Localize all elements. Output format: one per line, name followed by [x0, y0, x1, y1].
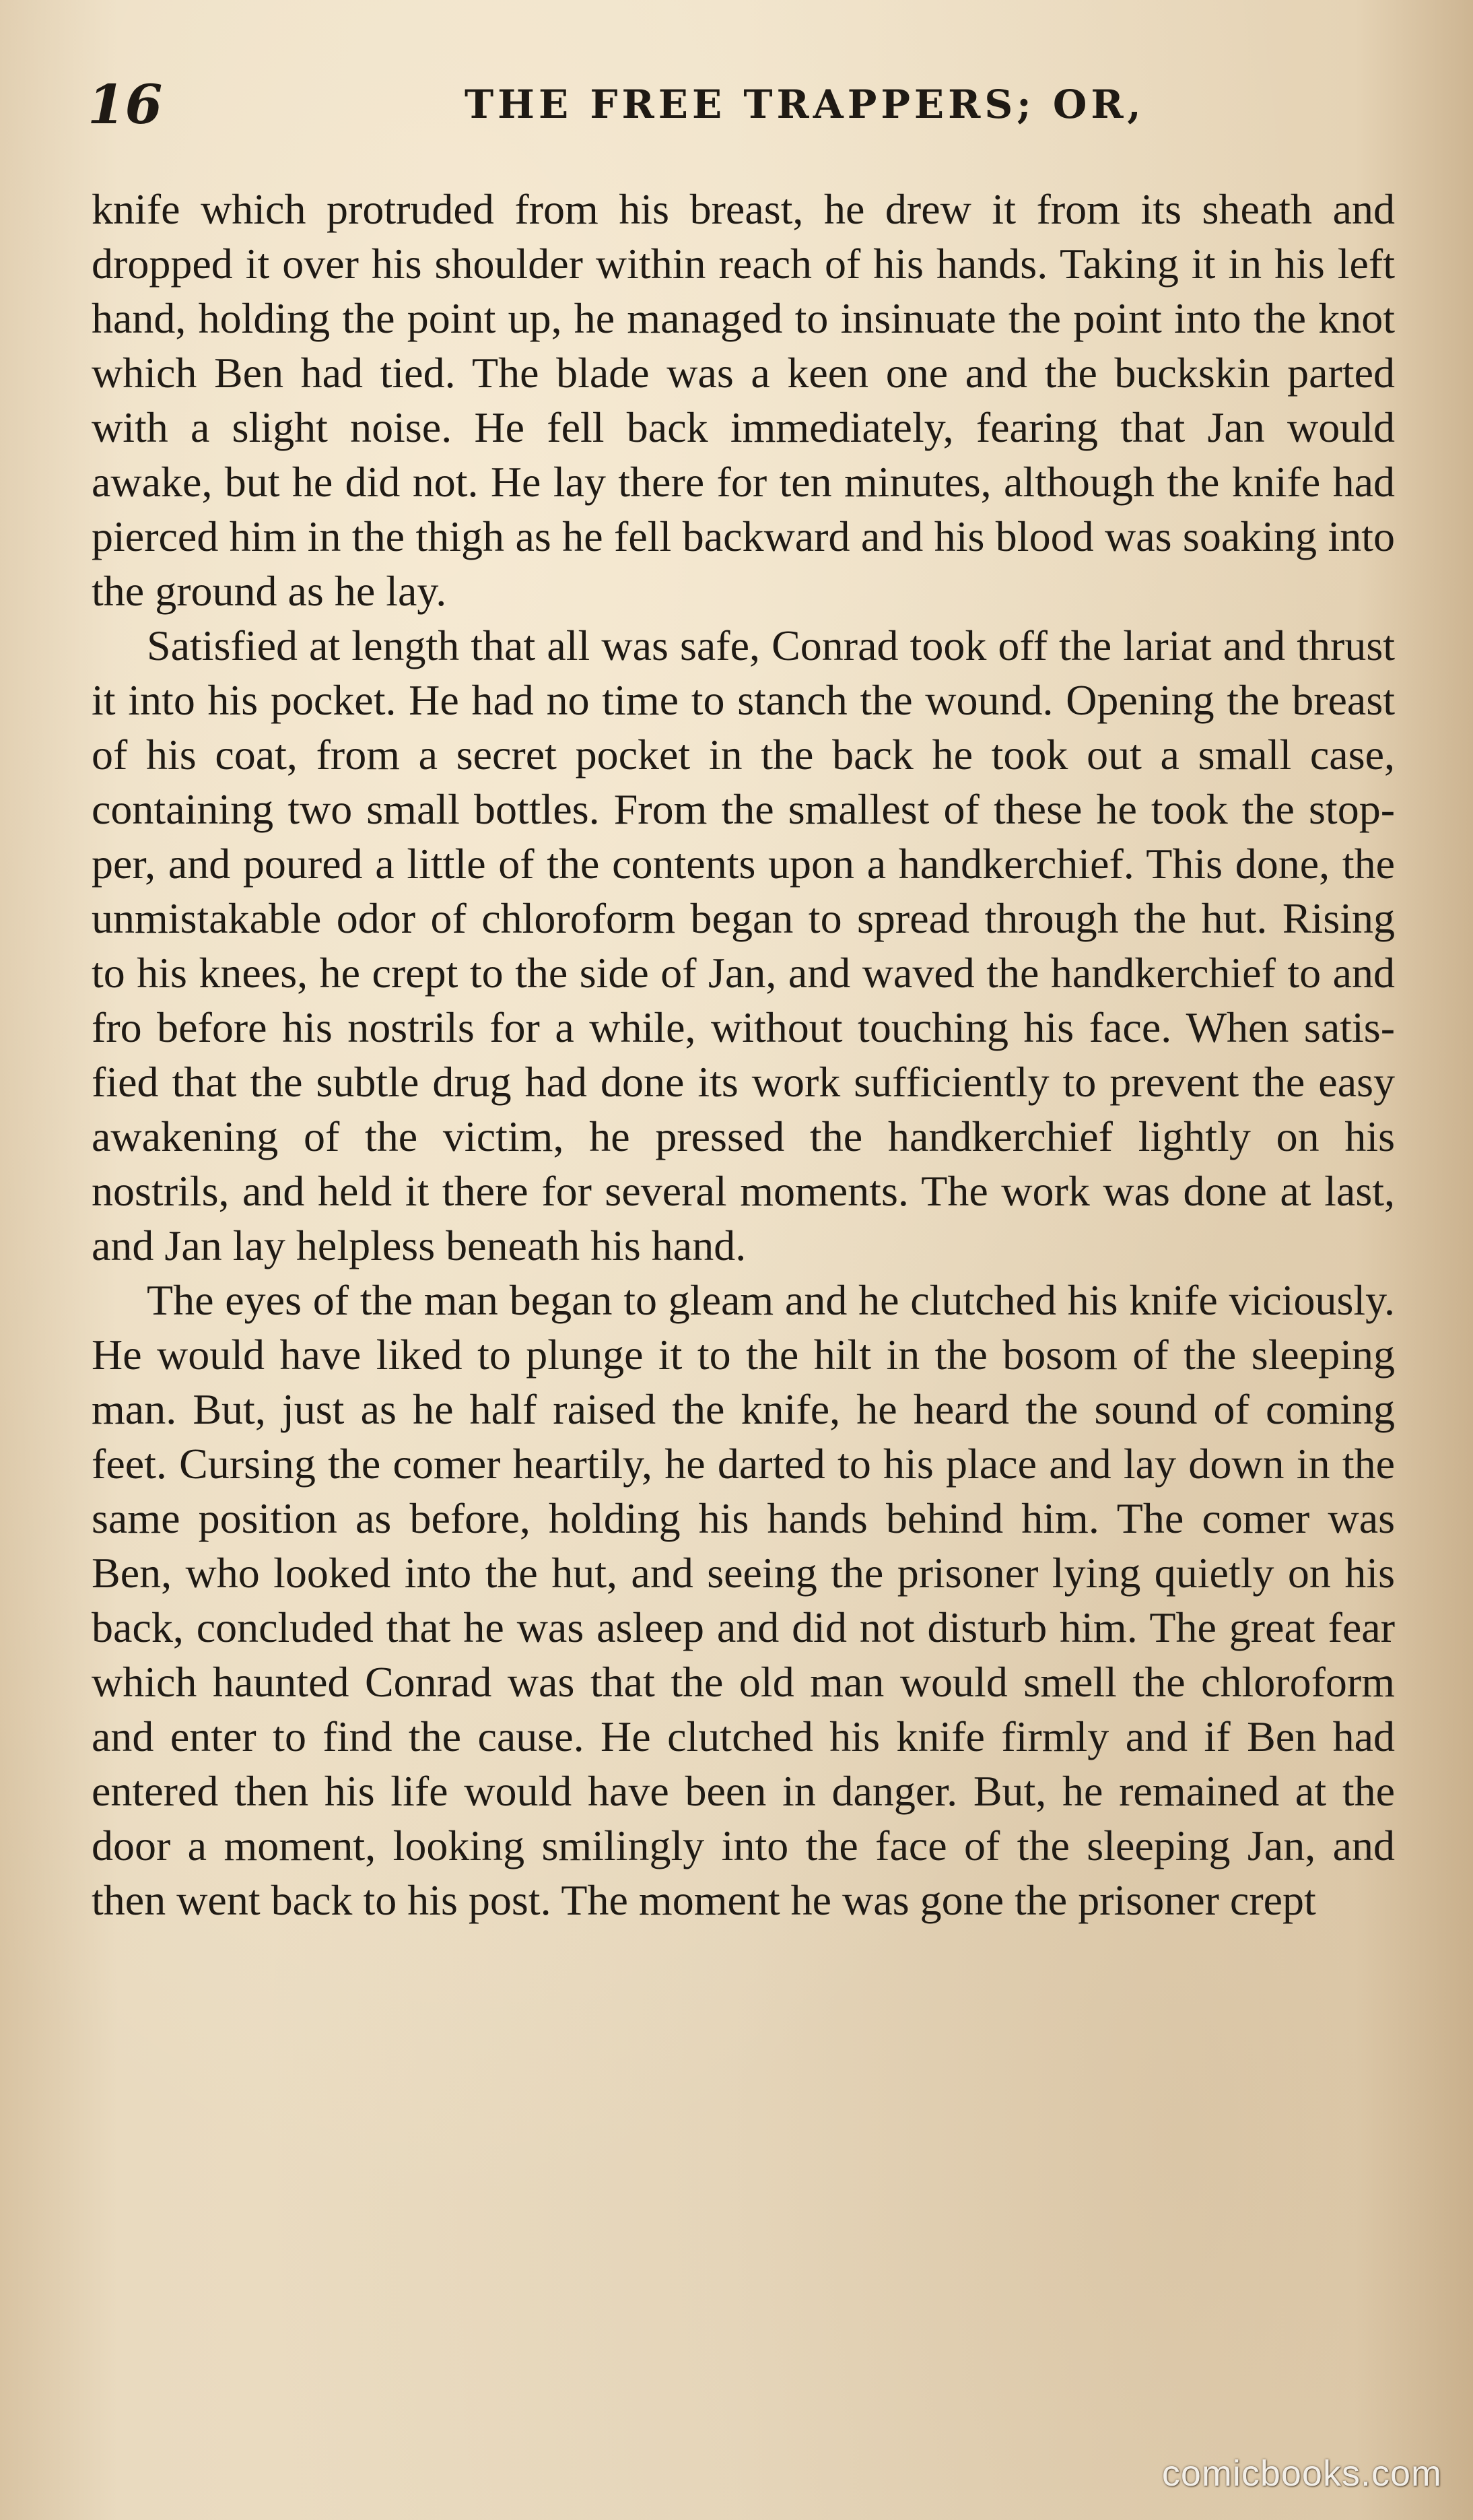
page-header	[88, 67, 1400, 141]
watermark: comicbooks.com	[1161, 2453, 1442, 2494]
body-text	[92, 182, 1395, 1927]
paragraph: Satisfied at length that all was safe, Conrad took off the lariat and thrust it into his pocket. He had no time to stanch the wound. Opening the breast of his coat, from a secret pocket in the back he took out a small case, containing two small bottles. From the smallest of these he took the stopper, and poured a little of the contents upon a handkerchief. This done, the unmistakable odor of chloroform began to spread through the hut. Rising to his knees, he crept to the side of Jan, and waved the handkerchief to and fro before his nostrils for a while, without touching his face. When satisfied that the subtle drug had done its work sufficiently to prevent the easy awakening of the victim, he pressed the handkerchief lightly on his nostrils, and held it there for several moments. The work was done at last, and Jan lay helpless beneath his hand.	[92, 622, 1395, 1269]
page-number: 16	[88, 73, 163, 136]
running-head: THE FREE TRAPPERS; OR,	[465, 81, 1145, 127]
paragraph: knife which protruded from his breast, he drew it from its sheath and dropped it over his shoulder within reach of his hands. Taking it in his left hand, holding the point up, he managed to insinuate the point into the knot which Ben had tied. The blade was a keen one and the buckskin parted with a slight noise. He fell back immediately, fearing that Jan would awake, but he did not. He lay there for ten minutes, although the knife had pierced him in the thigh as he fell backward and his blood was soaking into the ground as he lay.	[92, 185, 1395, 615]
paragraph: The eyes of the man began to gleam and he clutched his knife viciously. He would have liked to plunge it to the hilt in the bosom of the sleeping man. But, just as he half raised the knife, he heard the sound of coming feet. Cursing the comer heartily, he darted to his place and lay down in the same position as before, holding his hands behind him. The comer was Ben, who looked into the hut, and seeing the prisoner lying quietly on his back, concluded that he was asleep and did not disturb him. The great fear which haunted Conrad was that the old man would smell the chloroform and enter to find the cause. He clutched his knife firmly and if Ben had entered then his life would have been in danger. But, he remained at the door a moment, looking smilingly into the face of the sleeping Jan, and then went back to his post. The moment he was gone the prisoner crept	[92, 1276, 1395, 1924]
